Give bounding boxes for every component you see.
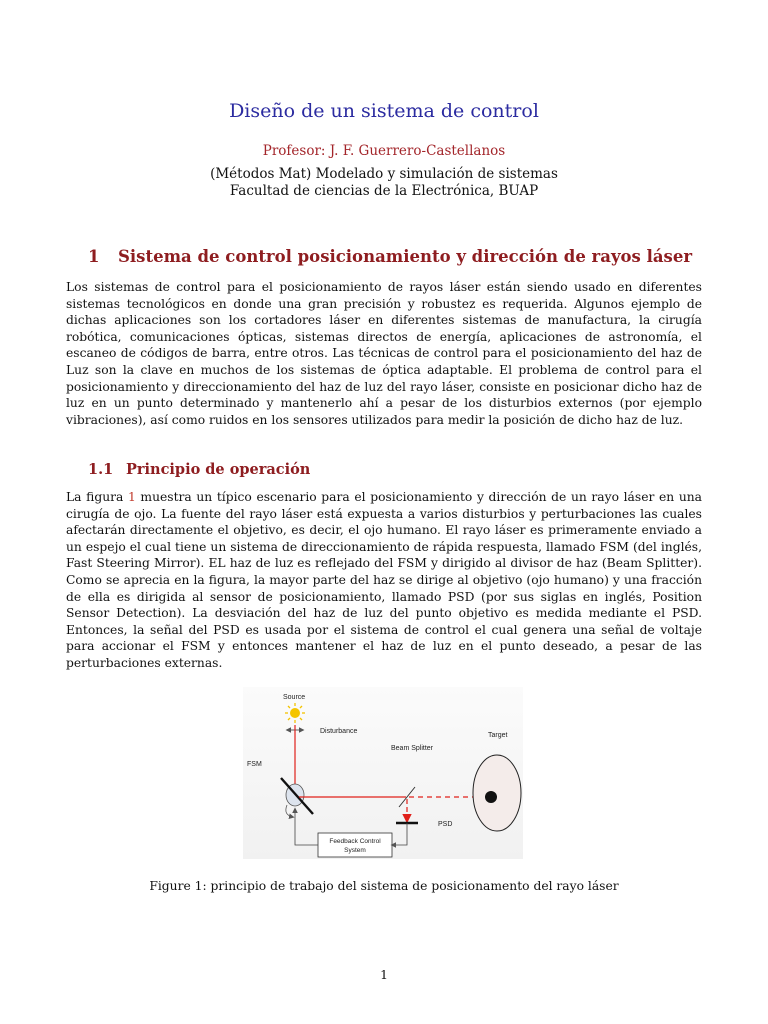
- subsection-heading: [88, 461, 310, 478]
- laser-diagram: [243, 687, 523, 859]
- paragraph-text-rest: muestra un típico escenario para el posicionamiento y dirección de un rayo láser en una cirugía de ojo. La fuente del rayo láser está expuesta a varios disturbios y perturbaciones las cuales afectarán directamente el objetivo, es decir, el ojo humano. El rayo láser es primeramente enviado a un espejo el cual tiene un sistema de direccionamiento de rápida respuesta, llamado FSM (del inglés, Fast Steering Mirror). EL haz de luz es reflejado del FSM y dirigido al divisor de haz (Beam Splitter). Como se aprecia en la figura, la mayor parte del haz se dirige al objetivo (ojo humano) y una fracción de ella es dirigida al sensor de posicionamiento, llamado PSD (por sus siglas en inglés, Position Sensor Detection). La desviación del haz de luz del punto objetivo es medida mediante el PSD. Entonces, la señal del PSD es usada por el sistema de control el cual genera una señal de voltaje para accionar el FSM y entonces mantener el haz de luz en el punto deseado, a pesar de las perturbaciones externas.: [66, 490, 702, 670]
- label-feedback-line-1: Feedback Control: [329, 838, 381, 845]
- affiliation: [0, 166, 768, 200]
- label-source: Source: [283, 694, 306, 701]
- author-line: Profesor: J. F. Guerrero-Castellanos: [262, 143, 506, 159]
- section-number: 1: [88, 247, 100, 266]
- sun-icon: [285, 703, 305, 723]
- paragraph-text-start: La figura: [66, 490, 128, 504]
- label-fsm: FSM: [247, 761, 262, 768]
- subsection-paragraph: [66, 489, 702, 672]
- page-number: 1: [380, 968, 388, 982]
- section-title: Sistema de control posicionamiento y dirección de rayos láser: [118, 247, 693, 266]
- figure-reference-link[interactable]: 1: [127, 490, 136, 504]
- label-beam-splitter: Beam Splitter: [391, 745, 434, 752]
- subsection-number: 1.1: [88, 461, 114, 478]
- label-psd: PSD: [438, 821, 453, 828]
- target-pupil: [485, 791, 497, 803]
- section-paragraph: Los sistemas de control para el posicionamiento de rayos láser están siendo usado en diferentes sistemas tecnológicos en donde una gran precisión y robustez es requerida. Algunos ejemplo de dichas aplicaciones son los cortadores láser en diferentes sistemas de manufactura, la cirugía robótica, comunicaciones ópticas, sistemas directos de energía, aplicaciones de astronomía, el escaneo de códigos de barra, entre otros. Las técnicas de control para el posicionamiento del haz de Luz son la clave en muchos de los sistemas de óptica adaptable. El problema de control para el posicionamiento y direccionamiento del haz de luz del rayo láser, consiste en posicionar dicho haz de luz en un punto determinado y mantenerlo ahí a pesar de los disturbios externos (por ejemplo vibraciones), así como ruidos en los sensores utilizados para medir la posición de dicho haz de luz.: [66, 280, 702, 427]
- affiliation-line-2: Facultad de ciencias de la Electrónica, BUAP: [229, 183, 539, 199]
- label-disturbance: Disturbance: [320, 728, 358, 735]
- figure-diagram: [243, 687, 523, 859]
- section-heading: [88, 247, 692, 266]
- label-feedback-line-2: System: [344, 847, 366, 854]
- affiliation-line-1: (Métodos Mat) Modelado y simulación de sistemas: [210, 166, 558, 182]
- label-target: Target: [488, 732, 508, 739]
- paper-title: Diseño de un sistema de control: [229, 100, 539, 122]
- subsection-title: Principio de operación: [126, 461, 311, 478]
- figure-caption: Figure 1: principio de trabajo del sistema de posicionamento del rayo láser: [149, 879, 619, 893]
- target-eye: [473, 755, 521, 831]
